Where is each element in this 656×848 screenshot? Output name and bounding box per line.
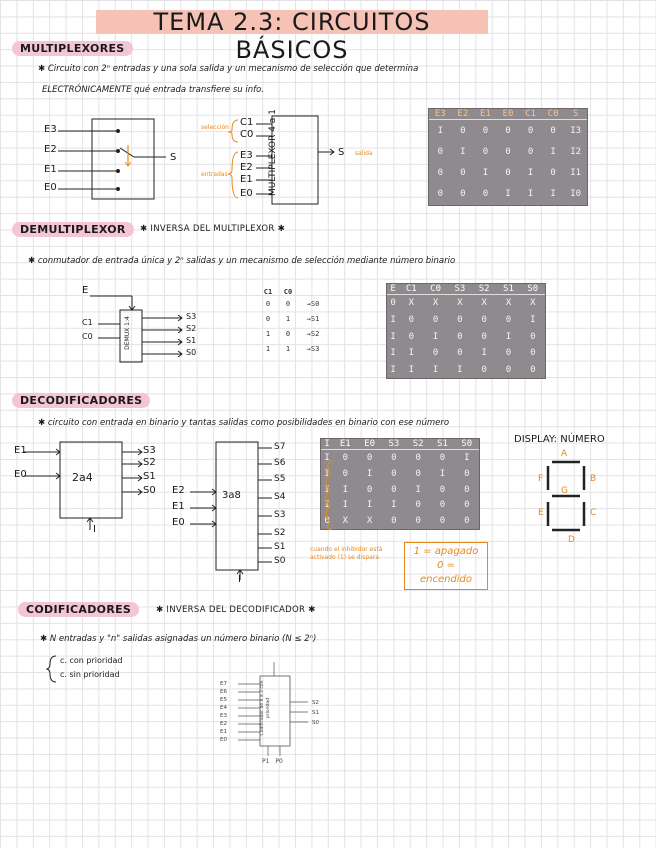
mux-table-cell: 0 <box>437 168 443 179</box>
decod-table-cell: X <box>342 516 348 527</box>
decod-note-line2: 0 = encendido <box>419 560 473 585</box>
mux-select-c1: C1 <box>240 117 254 128</box>
encoder-p1: P1 <box>262 758 270 765</box>
decod2-input-e1: E1 <box>172 501 185 512</box>
demux-table-row <box>387 295 545 312</box>
decod1-input-e0: E0 <box>14 469 27 480</box>
demux-table-cell: 0 <box>432 348 439 359</box>
decod-table-cell: 0 <box>366 453 373 463</box>
demux-table-header: S0 <box>521 284 545 295</box>
demux-sel-table-header: C1 <box>263 288 273 296</box>
decod-table-row <box>321 466 479 482</box>
demux-table-cell: 0 <box>505 348 512 359</box>
demux-table-cell: 0 <box>408 331 414 342</box>
mux-table-row <box>429 163 587 184</box>
demux-table-header: S3 <box>448 284 472 295</box>
decod-table-cell: 0 <box>415 500 421 511</box>
decod1-enable: I <box>93 524 96 535</box>
decod1-block-label: 2a4 <box>72 471 93 484</box>
decod-heading: DECODIFICADORES <box>12 393 150 408</box>
demux-table-cell: 0 <box>408 315 414 326</box>
decod-table-cell: 0 <box>391 468 397 479</box>
demux-table-cell: 0 <box>457 315 463 326</box>
mux-annot-output: salida <box>355 150 373 157</box>
demux-table-cell: I <box>408 348 414 359</box>
demux-input-e: E <box>82 285 89 296</box>
demux-sel-table-cell: →S0 <box>306 299 320 308</box>
demux-table-cell: 0 <box>505 364 512 375</box>
mux-annot-inputs: entradas <box>201 171 228 178</box>
encoder-block-label: Codificador de 8 a 3 con prioridad <box>260 680 271 736</box>
decod-table-cell: I <box>439 468 446 479</box>
encoder-input: E3 <box>220 713 227 719</box>
decod2-output-s5: S5 <box>274 474 286 484</box>
demux-block-label: DEMUX 1:4 <box>124 316 131 350</box>
decod-table-cell: 0 <box>464 516 470 527</box>
cod-heading: CODIFICADORES <box>18 602 139 617</box>
decod-annotation: cuando el inhibidor está activado (1) se dispara <box>310 546 383 561</box>
decod-table-cell: I <box>342 500 348 511</box>
mux-block-label: MULTIPLEXOR 4 a 1 <box>268 109 278 196</box>
encoder-inputs <box>220 680 227 744</box>
encoder-input: E5 <box>220 697 227 703</box>
demux-table-cell: I <box>390 348 396 359</box>
demux-table-cell: 0 <box>481 364 487 375</box>
decod-table-cell: I <box>324 484 330 495</box>
decod-table-cell: I <box>415 484 421 495</box>
mux-block-input-e3: E3 <box>240 150 253 161</box>
decod-table-row <box>321 513 479 529</box>
mux-table-cell: 0 <box>505 147 511 158</box>
decod-brace <box>318 458 338 530</box>
demux-output-s2: S2 <box>186 324 197 333</box>
demux-table-header: C1 <box>399 284 423 295</box>
decod-table-row <box>321 482 479 498</box>
mux-annot-selection: selección <box>201 124 229 131</box>
demux-table-row <box>387 312 545 329</box>
mux-table-cell: 0 <box>505 168 511 179</box>
segment-c: C <box>590 508 597 518</box>
demux-sel-table-row <box>258 341 328 356</box>
mux-table-cell: 0 <box>460 125 466 136</box>
mux-table-cell: 0 <box>550 125 556 136</box>
demux-table-cell: 0 <box>481 331 487 342</box>
mux-table-cell: I <box>460 147 466 158</box>
decod1-output-s2: S2 <box>143 457 156 468</box>
demux-table-cell: I <box>481 348 487 359</box>
mux-table-cell: I <box>527 189 534 200</box>
mux-description-1: ✱ Circuito con 2ⁿ entradas y una sola salida y un mecanismo de selección que determina <box>38 64 419 74</box>
demux-table-cell: 0 <box>530 348 536 359</box>
mux-table-row <box>429 120 587 142</box>
demux-sel-table-cell: 0 <box>265 314 271 323</box>
demux-sel-table-cell: 1 <box>265 329 271 338</box>
encoder-input: E6 <box>220 689 227 695</box>
decod-table-cell: 0 <box>464 484 470 495</box>
demux-block-diagram <box>76 284 226 374</box>
mux-description-2: ELECTRÓNICAMENTE qué entrada transfiere su info. <box>42 85 264 95</box>
mux-table-header: E2 <box>452 109 475 120</box>
mux-block-input-e1: E1 <box>240 174 253 185</box>
encoder-output: S2 <box>312 700 319 706</box>
decod-table-cell: I <box>342 484 348 495</box>
decod-table-cell: 0 <box>464 500 470 511</box>
decod-table-cell: 0 <box>366 484 373 495</box>
mux-input-e1: E1 <box>44 164 57 175</box>
decod-table-row <box>321 497 479 513</box>
demux-table-cell: X <box>481 298 487 309</box>
segment-a: A <box>561 449 568 459</box>
encoder-input: E2 <box>220 721 227 727</box>
decod-table-cell: I <box>391 500 397 511</box>
mux-block-input-e0: E0 <box>240 188 253 199</box>
mux-table-cell: I1 <box>570 168 582 179</box>
mux-table-header: C1 <box>519 109 542 120</box>
demux-table-row <box>387 345 545 362</box>
demux-table-cell: 0 <box>432 315 439 326</box>
decod2-output-s4: S4 <box>274 492 286 502</box>
demux-sel-table-row <box>258 326 328 341</box>
mux-table-cell: 0 <box>482 147 489 158</box>
mux-table-row <box>429 142 587 163</box>
demux-table-cell: X <box>457 298 463 309</box>
demux-table-cell: 0 <box>530 364 536 375</box>
demux-table-cell: X <box>408 298 414 309</box>
mux-switch-diagram <box>40 115 190 205</box>
demux-table-cell: X <box>432 298 439 309</box>
mux-table-cell: 0 <box>550 168 556 179</box>
mux-table-cell: I2 <box>570 147 582 158</box>
decod2-input-e2: E2 <box>172 485 185 496</box>
mux-heading: MULTIPLEXORES <box>12 41 133 56</box>
demux-sel-table-cell: 1 <box>285 314 291 323</box>
demux-sel-table-cell: 1 <box>265 344 271 353</box>
mux-table-cell: 0 <box>437 189 443 200</box>
cod-option-no-priority: c. sin prioridad <box>60 670 120 679</box>
mux-table-cell: 0 <box>527 125 534 136</box>
mux-table-cell: I0 <box>570 189 582 200</box>
decod1-output-s0: S0 <box>143 485 156 496</box>
mux-table-header: E3 <box>429 109 452 120</box>
mux-table-cell: 0 <box>482 125 489 136</box>
decod-table-cell: I <box>324 500 330 511</box>
encoder-bottom-labels <box>262 758 283 765</box>
segment-g: G <box>561 486 568 496</box>
decod2-enable: I <box>238 574 241 585</box>
encoder-output: S1 <box>312 710 319 716</box>
demux-table-cell: X <box>530 298 536 309</box>
mux-table-header: C0 <box>542 109 565 120</box>
demux-sel-table-row <box>258 296 328 311</box>
decod-table-header: I <box>321 439 333 450</box>
mux-table-cell: I3 <box>570 125 582 136</box>
mux-table-cell: 0 <box>505 125 511 136</box>
decod-description: ✱ circuito con entrada en binario y tantas salidas como posibilidades en binario con ese número <box>38 418 450 428</box>
demux-sel-table-header: C0 <box>283 288 293 296</box>
mux-table-cell: 0 <box>460 189 466 200</box>
demux-table-cell: 0 <box>457 348 463 359</box>
decod-table-cell: 0 <box>391 484 397 495</box>
decod2-output-s6: S6 <box>274 458 286 468</box>
decod-table-cell: I <box>366 500 373 511</box>
decod-table-header: S2 <box>406 439 430 450</box>
decod-table-cell: 0 <box>342 468 348 479</box>
demux-select-c1: C1 <box>82 318 93 327</box>
decod-table-cell: 0 <box>439 516 446 527</box>
demux-table-cell: 0 <box>481 315 487 326</box>
decod-table-cell: 0 <box>391 516 397 527</box>
mux-block-diagram <box>200 109 400 212</box>
demux-subtitle: ✱ INVERSA DEL MULTIPLEXOR ✱ <box>140 224 286 234</box>
decod-table-header: S0 <box>455 439 479 450</box>
cod-subtitle: ✱ INVERSA DEL DECODIFICADOR ✱ <box>156 605 316 615</box>
decod2-input-e0: E0 <box>172 517 185 528</box>
page-title: TEMA 2.3: CIRCUITOS BÁSICOS <box>153 8 431 64</box>
mux-table-cell: I <box>550 189 556 200</box>
cod-options-brace <box>46 654 60 684</box>
demux-table-cell: I <box>530 315 536 326</box>
encoder-output: S0 <box>312 720 319 726</box>
decod-note <box>404 542 488 590</box>
demux-select-c0: C0 <box>82 332 93 341</box>
decod-table-cell: I <box>366 468 373 479</box>
mux-select-c0: C0 <box>240 129 254 140</box>
demux-table-cell: 0 <box>390 298 396 309</box>
decod-note-line1: 1 = apagado <box>413 546 479 557</box>
segment-d: D <box>568 535 575 545</box>
decod-truth-table <box>320 438 480 530</box>
demux-table-cell: I <box>457 364 463 375</box>
demux-table-row <box>387 328 545 345</box>
decod-table-cell: 0 <box>439 453 446 463</box>
demux-output-s1: S1 <box>186 336 197 345</box>
demux-table-cell: 0 <box>530 331 536 342</box>
cod-description: ✱ N entradas y "n" salidas asignadas un número binario (N ≤ 2ⁿ) <box>40 634 317 644</box>
demux-output-s0: S0 <box>186 348 197 357</box>
segment-f: F <box>538 474 544 484</box>
demux-sel-table-cell: 0 <box>285 299 291 308</box>
decod-table-header: E0 <box>357 439 381 450</box>
demux-sel-table-cell: →S3 <box>306 344 320 353</box>
demux-sel-table-cell: 0 <box>285 329 291 338</box>
demux-table-header: S1 <box>496 284 520 295</box>
mux-block-input-e2: E2 <box>240 162 253 173</box>
display-title: DISPLAY: NÚMERO <box>514 434 605 445</box>
decod-table-cell: 0 <box>464 468 470 479</box>
decod-table-cell: I <box>464 453 470 463</box>
mux-table-header: S <box>564 109 587 120</box>
segment-e: E <box>538 508 544 518</box>
decod-table-cell: I <box>324 468 330 479</box>
demux-table-header: C0 <box>423 284 447 295</box>
decod-table-cell: 0 <box>324 516 330 527</box>
decod2-output-s2: S2 <box>274 528 286 538</box>
decod-table-cell: 0 <box>415 453 421 463</box>
demux-table-header: E <box>387 284 399 295</box>
decod-table-cell: 0 <box>391 453 397 463</box>
decod2-output-s0: S0 <box>274 556 286 566</box>
encoder-p0: P0 <box>275 758 283 765</box>
cod-option-priority: c. con prioridad <box>60 656 123 665</box>
demux-sel-table-cell: 0 <box>265 299 271 308</box>
decod2-output-s7: S7 <box>274 442 286 452</box>
segment-b: B <box>590 474 597 484</box>
decod-table-cell: I <box>324 453 330 463</box>
mux-table-row <box>429 184 587 205</box>
mux-input-e3: E3 <box>44 124 57 135</box>
decod-table-header: S3 <box>382 439 406 450</box>
mux-table-cell: 0 <box>527 147 534 158</box>
demux-table-cell: I <box>390 364 396 375</box>
encoder-input: E7 <box>220 681 227 687</box>
mux-table-cell: I <box>527 168 534 179</box>
demux-table-cell: I <box>390 315 396 326</box>
decod-table-cell: 0 <box>439 484 446 495</box>
mux-table-cell: I <box>482 168 489 179</box>
encoder-input: E0 <box>220 737 227 743</box>
encoder-input: E1 <box>220 729 227 735</box>
decod2-output-s1: S1 <box>274 542 286 552</box>
mux-block-output: S <box>338 147 345 158</box>
mux-output-s: S <box>170 152 177 163</box>
mux-table-header: E0 <box>497 109 520 120</box>
mux-table-cell: 0 <box>460 168 466 179</box>
demux-table-cell: X <box>505 298 512 309</box>
demux-sel-table-row <box>258 311 328 326</box>
decod-table-cell: X <box>366 516 373 527</box>
decod-table-row <box>321 450 479 467</box>
decod-table-header: E1 <box>333 439 357 450</box>
demux-sel-table-cell: →S1 <box>306 314 320 323</box>
encoder-outputs <box>312 698 319 728</box>
decod-table-cell: 0 <box>415 468 421 479</box>
decod2-block-label: 3a8 <box>222 490 241 501</box>
demux-table-header: S2 <box>472 284 496 295</box>
decod2-output-s3: S3 <box>274 510 286 520</box>
mux-table-cell: I <box>550 147 556 158</box>
mux-table-cell: I <box>505 189 511 200</box>
demux-table-cell: I <box>432 331 439 342</box>
mux-table-header: E1 <box>474 109 497 120</box>
demux-heading: DEMULTIPLEXOR <box>12 222 134 237</box>
demux-selection-table <box>258 288 328 356</box>
mux-table-cell: I <box>437 125 443 136</box>
demux-table-cell: I <box>408 364 414 375</box>
decod-table-cell: 0 <box>342 453 348 463</box>
demux-table-cell: I <box>432 364 439 375</box>
mux-table-cell: 0 <box>437 147 443 158</box>
demux-table-row <box>387 361 545 378</box>
encoder-input: E4 <box>220 705 227 711</box>
mux-truth-table <box>428 108 588 206</box>
decod-table-cell: 0 <box>415 516 421 527</box>
demux-table-cell: I <box>390 331 396 342</box>
decod1-input-e1: E1 <box>14 445 27 456</box>
decod1-output-s3: S3 <box>143 445 156 456</box>
decod-table-header: S1 <box>430 439 454 450</box>
demux-sel-table-cell: 1 <box>285 344 291 353</box>
decod-table-cell: 0 <box>439 500 446 511</box>
mux-input-e0: E0 <box>44 182 57 193</box>
demux-sel-table-cell: →S2 <box>306 329 320 338</box>
demux-table-cell: 0 <box>457 331 463 342</box>
decod1-output-s1: S1 <box>143 471 156 482</box>
demux-description: ✱ conmutador de entrada única y 2ⁿ salidas y un mecanismo de selección mediante número binario <box>28 256 456 266</box>
demux-table-cell: I <box>505 331 512 342</box>
demux-truth-table <box>386 283 546 379</box>
demux-output-s3: S3 <box>186 312 197 321</box>
mux-table-cell: 0 <box>482 189 489 200</box>
demux-table-cell: 0 <box>505 315 512 326</box>
mux-input-e2: E2 <box>44 144 57 155</box>
